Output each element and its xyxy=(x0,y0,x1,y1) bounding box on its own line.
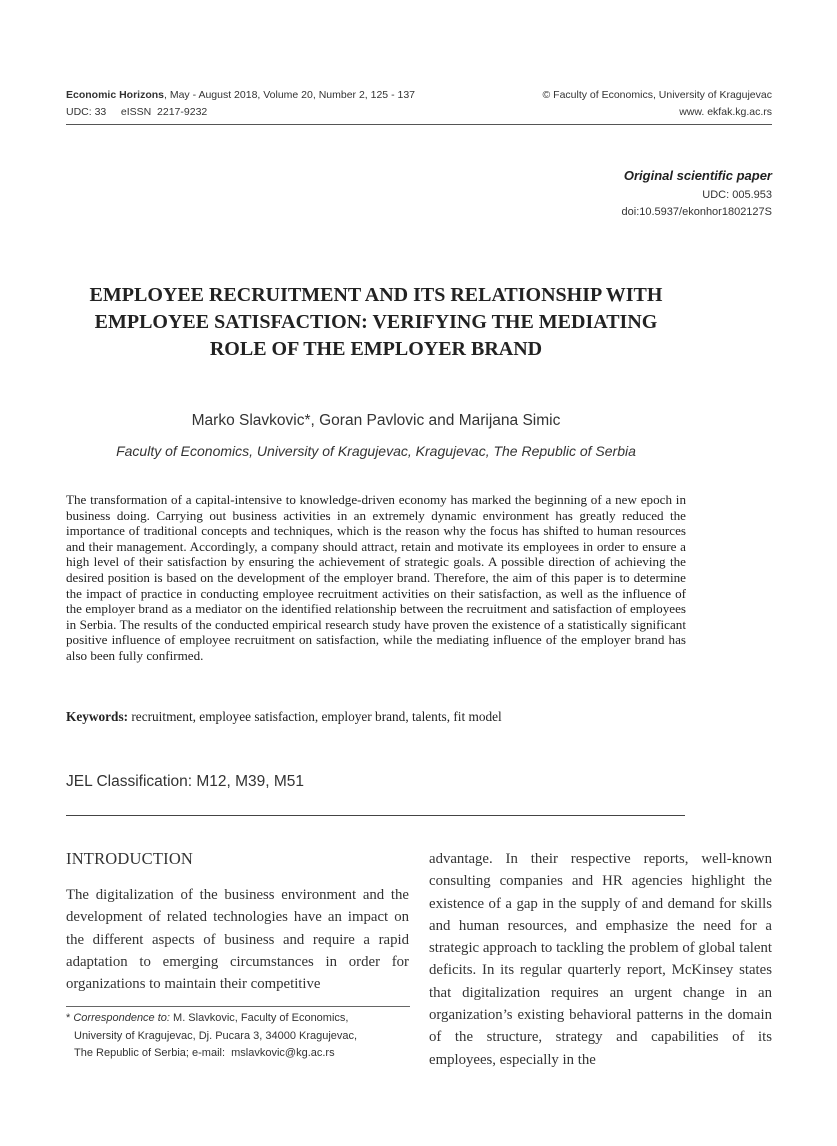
authors: Marko Slavkovic*, Goran Pavlovic and Marijana Simic xyxy=(191,412,561,429)
introduction-left-column: The digitalization of the business environment and the development of related technologies have an impact on the different aspects of business and require a rapid adaptation to emerging circumstances in order for organizations to maintain their competitive xyxy=(66,887,409,993)
journal-website[interactable]: www. ekfak.kg.ac.rs xyxy=(679,106,772,118)
header-divider xyxy=(66,124,772,125)
paper-udc: UDC: 005.953 xyxy=(702,189,772,201)
title-line: EMPLOYEE RECRUITMENT AND ITS RELATIONSHIP WITH xyxy=(89,284,663,306)
title-line: ROLE OF THE EMPLOYER BRAND xyxy=(209,338,543,360)
keywords-label: Keywords: xyxy=(66,709,129,724)
journal-citation xyxy=(66,87,415,103)
footnote-line: The Republic of Serbia; e-mail: mslavkovic@kg.ac.rs xyxy=(74,1047,335,1059)
udc-issn: UDC: 33 eISSN 2217-9232 xyxy=(66,106,208,118)
jel-classification: JEL Classification: M12, M39, M51 xyxy=(66,773,305,790)
paper-doi[interactable]: doi:10.5937/ekonhor1802127S xyxy=(621,206,772,218)
keywords xyxy=(66,709,686,725)
affiliation: Faculty of Economics, University of Kragujevac, Kragujevac, The Republic of Serbia xyxy=(116,443,636,459)
footnote-line: University of Kragujevac, Dj. Pucara 3, 34000 Kragujevac, xyxy=(74,1029,358,1042)
footnote-divider xyxy=(66,1006,410,1007)
introduction-heading: INTRODUCTION xyxy=(66,849,194,868)
section-divider xyxy=(66,815,685,816)
correspondence-footnote xyxy=(66,1010,411,1063)
paper-type: Original scientific paper xyxy=(623,168,772,183)
title-line: EMPLOYEE SATISFACTION: VERIFYING THE MEDIATING xyxy=(94,311,658,333)
keywords-list: recruitment, employee satisfaction, employer brand, talents, fit model xyxy=(128,709,502,724)
journal-name: Economic Horizons xyxy=(66,89,165,101)
journal-issue: , May - August 2018, Volume 20, Number 2, 125 - 137 xyxy=(164,89,415,101)
footnote-text: M. Slavkovic, Faculty of Economics, xyxy=(169,1012,349,1024)
introduction-right-column: advantage. In their respective reports, well-known consulting companies and HR agencies highlight the existence of a gap in the supply of and demand for skills and human resources, and emphasize the need for a strategic approach to tackling the problem of global talent deficits. In its regular quarterly report, McKinsey states that digitalization requires an urgent change in an organization’s existing behavioral patterns in the domain of the structure, strategy and capabilities of its employees, especially in the xyxy=(429,851,772,1068)
copyright-notice: © Faculty of Economics, University of Kragujevac xyxy=(542,89,772,101)
abstract: The transformation of a capital-intensive to knowledge-driven economy has marked the beginning of a new epoch in business doing. Carrying out business activities in an extremely dynamic environment has greatly reduced the importance of traditional concepts and techniques, which is the reason why the focus has shifted to human resources and their management. Accordingly, a company should attract, retain and motivate its employees in order to ensure a high level of their satisfaction by ensuring the achievement of strategic goals. A possible direction of achieving the desired position is based on the development of the employer brand. Therefore, the aim of this paper is to determine the impact of practice in conducting employee recruitment activities on their satisfaction, as well as the influence of the employer brand as a mediator on the identified relationship between the recruitment and satisfaction of employees in Serbia. The results of the conducted empirical research study have proven the existence of a statistically significant positive influence of employee recruitment on satisfaction, while the mediating influence of the employer brand has also been fully confirmed. xyxy=(66,492,686,663)
footnote-label: Correspondence to: xyxy=(73,1012,170,1024)
paper-title xyxy=(66,282,686,363)
footnote-line: * Correspondence to: M. Slavkovic, Faculty of Economics, xyxy=(66,1012,349,1024)
